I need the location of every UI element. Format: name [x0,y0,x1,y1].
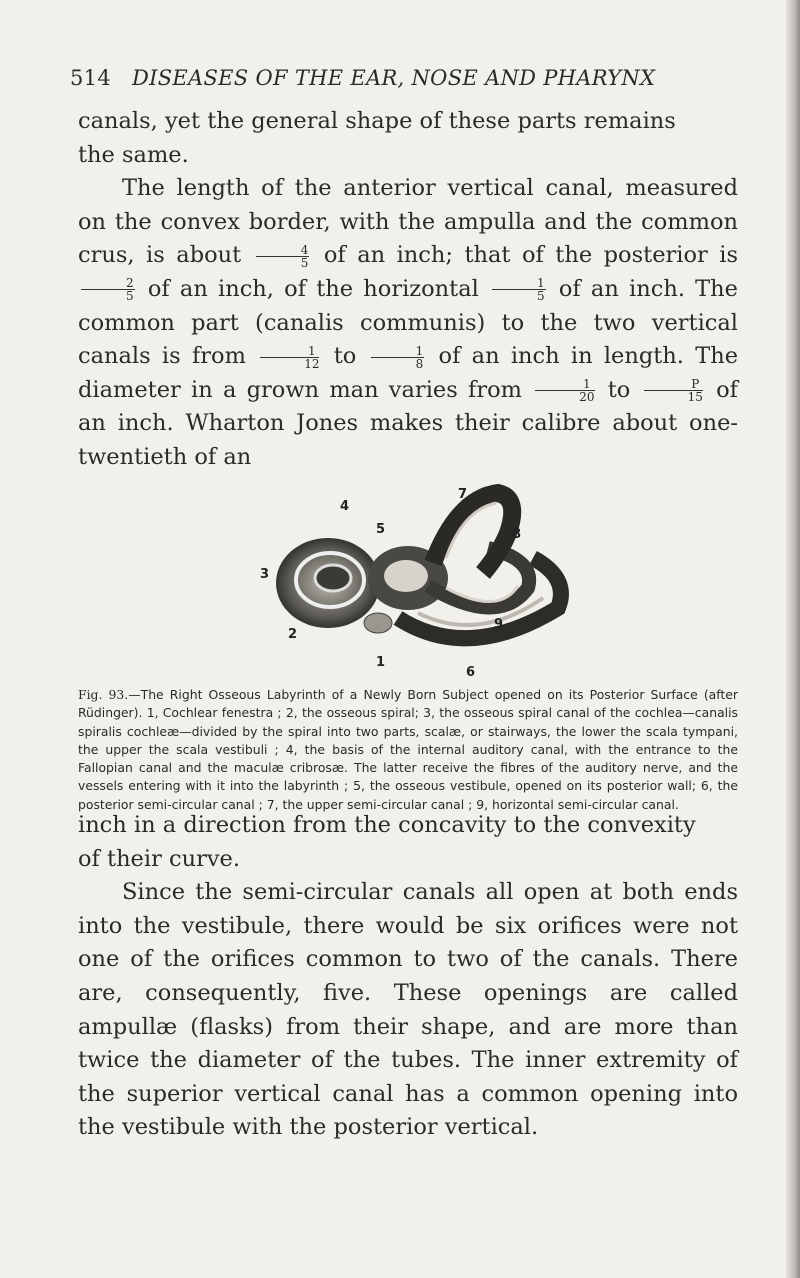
figure-label: 1 [376,655,386,670]
fraction: $\frac{1}{12}$ [260,345,319,370]
text-line: inch in a direction from the concavity to the convexity [78,812,696,838]
fraction: $\frac{2}{5}$ [81,277,135,302]
text-span: to [333,343,357,370]
text-span: of an inch. Wharton Jones makes their calibre about one-twentieth of an [78,376,738,470]
figure-caption [78,686,738,814]
text-span: of an inch in length. The diameter in a grown man varies from [78,343,739,403]
body-text-bottom [78,809,738,1145]
page-edge-shadow [786,0,800,1278]
figure-label: 5 [376,522,386,537]
running-title: DISEASES OF THE EAR, NOSE AND PHARYNX [131,66,656,90]
fraction: $\frac{1}{8}$ [371,345,425,370]
fraction: $\frac{P}{15}$ [644,378,703,403]
text-span: to [607,376,631,403]
text-span: of an inch, of the horizontal [147,275,479,302]
figure-label: 6 [466,665,476,678]
figure-label: 4 [340,499,350,514]
fraction: $\frac{4}{5}$ [256,244,310,269]
text-line: canals, yet the general shape of these parts remains [78,108,676,134]
paragraph-canal-lengths [78,172,738,474]
fraction: $\frac{1}{20}$ [535,378,594,403]
figure-label: 2 [288,627,298,642]
figure-label: 3 [260,567,270,582]
paragraph-ampullae: Since the semi-circular canals all open at both ends into the vestibule, there would be six orifices were not one of the orifices common to two of the canals. There are, consequently, five. These openings are called ampullæ (flasks) from their shape, and are more than twice the diameter of the tubes. The inner extremity of the superior vertical canal has a common opening into the vestibule with the posterior vertical. [78,879,738,1141]
body-text-top [78,105,738,475]
vestibule-opening [384,560,428,592]
figure-label: 8 [512,527,522,542]
superior-canal-shape [433,493,512,573]
paragraph-continued [78,105,738,172]
fraction: $\frac{1}{5}$ [492,277,546,302]
figure-label: 9 [494,617,504,632]
figure-label: 7 [458,487,468,502]
spiral-core [315,565,351,591]
caption-text: —The Right Osseous Labyrinth of a Newly Born Subject opened on its Posterior Surface (after Rüdinger). 1, Cochlear fenestra ; 2, the osseous spiral; 3, the osseous spiral canal of the cochlea—canalis spiralis cochleæ—divided by the spiral into two parts, scalæ, or stairways, the lower the scala tympani, the upper the scala vestibuli ; 4, the basis of the internal auditory canal, with the entrance to the Fallopian canal and the maculæ cribrosæ. The latter receive the fibres of the auditory nerve, and the vessels entering with it into the labyrinth ; 5, the osseous vestibule, opened on its posterior wall; 6, the posterior semi-circular canal ; 7, the upper semi-circular canal ; 9, horizontal semi-circular canal. [78,687,738,812]
running-header [70,66,730,90]
text-line: of their curve. [78,845,241,872]
text-span: of an inch; that of the posterior is [323,242,738,269]
page-number: 514 [70,66,111,90]
paragraph-continued-2 [78,809,738,876]
text-span: of an inch. The common part (canalis communis) to the two vertical canals is from [78,275,738,370]
text-line: the same. [78,141,189,168]
cochlear-fenestra [364,613,392,633]
text-span: The length of the anterior vertical canal, measured on the convex border, with the ampulla and the common crus, is about [78,175,738,269]
caption-label: Fig. 93. [78,687,129,702]
labyrinth-figure [258,478,578,678]
